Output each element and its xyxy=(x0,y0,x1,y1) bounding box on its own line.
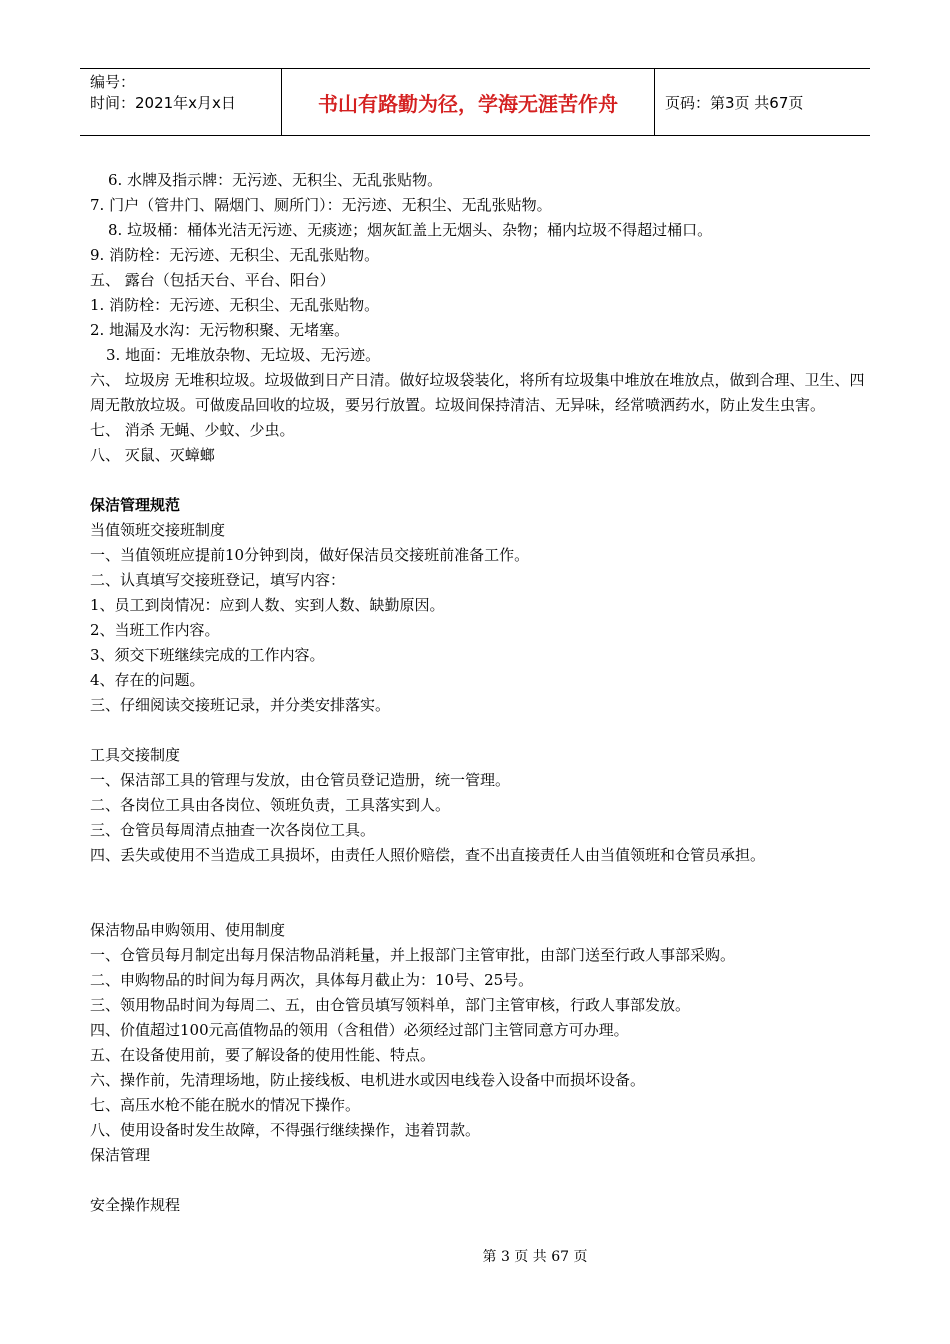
text-line: 八、 灭鼠、灭蟑螂 xyxy=(90,446,215,464)
text-line: 8. 垃圾桶：桶体光洁无污迹、无痰迹；烟灰缸盖上无烟头、杂物；桶内垃圾不得超过桶口。 xyxy=(108,221,713,239)
text-line: 三、仔细阅读交接班记录，并分类安排落实。 xyxy=(90,696,391,714)
text-line: 四、价值超过100元高值物品的领用（含租借）必须经过部门主管同意方可办理。 xyxy=(90,1021,629,1039)
header-meta xyxy=(80,69,282,135)
text-line: 1、员工到岗情况：应到人数、实到人数、缺勤原因。 xyxy=(90,596,445,614)
blank-line xyxy=(90,468,870,493)
text-line: 一、当值领班应提前10分钟到岗，做好保洁员交接班前准备工作。 xyxy=(90,546,530,564)
text-line: 一、保洁部工具的管理与发放，由仓管员登记造册，统一管理。 xyxy=(90,771,511,789)
text-line: 二、申购物品的时间为每月两次，具体每月截止为：10号、25号。 xyxy=(90,971,534,989)
subsection-title: 保洁物品申购领用、使用制度 xyxy=(90,921,286,939)
document-header xyxy=(80,68,870,136)
subsection-title: 当值领班交接班制度 xyxy=(90,521,226,539)
text-line: 七、高压水枪不能在脱水的情况下操作。 xyxy=(90,1096,361,1114)
document-body xyxy=(90,168,870,1218)
text-line: 6. 水牌及指示牌：无污迹、无积尘、无乱张贴物。 xyxy=(108,171,443,189)
section-heading: 五、 露台（包括天台、平台、阳台） xyxy=(90,271,335,289)
paragraph: 六、 垃圾房 无堆积垃圾。垃圾做到日产日清。做好垃圾袋装化，将所有垃圾集中堆放在堆放点，做到合理、卫生、四周无散放垃圾。可做废品回收的垃圾，要另行放置。垃圾间保持清洁、无异味，经常喷洒药水，防止发生虫害。 xyxy=(90,371,865,414)
text-line: 三、仓管员每周清点抽查一次各岗位工具。 xyxy=(90,821,376,839)
header-page-label: 页码：第3页 共67页 xyxy=(665,93,804,112)
section-title: 保洁管理规范 xyxy=(90,496,181,514)
blank-line xyxy=(90,1168,870,1193)
text-line: 3、须交下班继续完成的工作内容。 xyxy=(90,646,325,664)
subsection-title: 安全操作规程 xyxy=(90,1196,181,1214)
text-line: 一、仓管员每月制定出每月保洁物品消耗量，并上报部门主管审批，由部门送至行政人事部采购。 xyxy=(90,946,736,964)
text-line: 七、 消杀 无蝇、少蚊、少虫。 xyxy=(90,421,295,439)
subsection-title: 工具交接制度 xyxy=(90,746,181,764)
text-line: 六、操作前，先清理场地，防止接线板、电机进水或因电线卷入设备中而损坏设备。 xyxy=(90,1071,646,1089)
blank-line xyxy=(90,718,870,743)
text-line: 保洁管理 xyxy=(90,1146,151,1164)
text-line: 3. 地面：无堆放杂物、无垃圾、无污迹。 xyxy=(106,346,381,364)
text-line: 四、丢失或使用不当造成工具损坏，由责任人照价赔偿，查不出直接责任人由当值领班和仓管员承担。 xyxy=(90,846,766,864)
text-line: 7. 门户（管井门、隔烟门、厕所门）：无污迹、无积尘、无乱张贴物。 xyxy=(90,196,552,214)
text-line: 八、使用设备时发生故障，不得强行继续操作，违着罚款。 xyxy=(90,1121,481,1139)
text-line: 2. 地漏及水沟：无污物积聚、无堵塞。 xyxy=(90,321,350,339)
blank-line xyxy=(90,893,870,918)
text-line: 二、各岗位工具由各岗位、领班负责，工具落实到人。 xyxy=(90,796,451,814)
text-line: 4、存在的问题。 xyxy=(90,671,205,689)
header-motto: 书山有路勤为径，学海无涯苦作舟 xyxy=(282,69,655,135)
page-footer: 第 3 页 共 67 页 xyxy=(482,1249,588,1265)
text-line: 1. 消防栓：无污迹、无积尘、无乱张贴物。 xyxy=(90,296,380,314)
text-line: 9. 消防栓：无污迹、无积尘、无乱张贴物。 xyxy=(90,246,380,264)
number-label: 编号： xyxy=(90,73,136,91)
text-line: 2、当班工作内容。 xyxy=(90,621,220,639)
text-line: 二、认真填写交接班登记，填写内容： xyxy=(90,571,346,589)
blank-line xyxy=(90,868,870,893)
text-line: 三、领用物品时间为每周二、五，由仓管员填写领料单，部门主管审核，行政人事部发放。 xyxy=(90,996,691,1014)
text-line: 五、在设备使用前，要了解设备的使用性能、特点。 xyxy=(90,1046,436,1064)
date-label: 时间：2021年x月x日 xyxy=(90,94,236,112)
